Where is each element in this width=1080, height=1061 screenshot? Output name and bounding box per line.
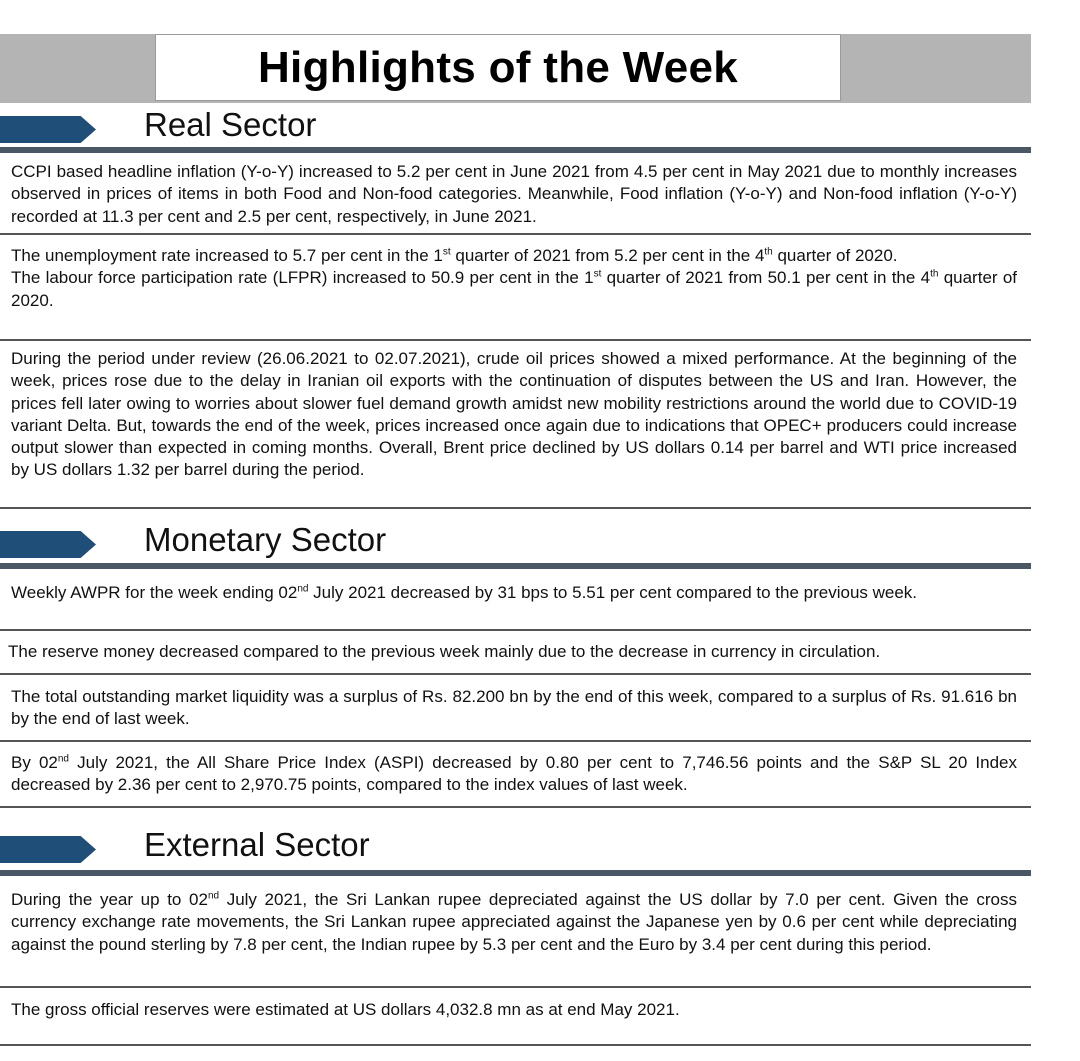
section-arrow-icon	[0, 531, 96, 558]
paragraph-rule	[0, 1044, 1031, 1046]
monetary-reserve-paragraph: The reserve money decreased compared to the previous week mainly due to the decrease in currency in circulation.	[8, 642, 881, 661]
paragraph-rule	[0, 673, 1031, 675]
paragraph-rule	[0, 986, 1031, 988]
section-divider	[0, 870, 1031, 876]
external-sector-title: External Sector	[144, 826, 370, 863]
external-reserves-paragraph: The gross official reserves were estimated at US dollars 4,032.8 mn as at end May 2021.	[11, 1000, 680, 1019]
monetary-awpr-paragraph: Weekly AWPR for the week ending 02nd July 2021 decreased by 31 bps to 5.51 per cent compared to the previous week.	[11, 583, 918, 602]
paragraph-rule	[0, 629, 1031, 631]
paragraph-rule	[0, 233, 1031, 235]
real-sector-title: Real Sector	[144, 106, 317, 143]
paragraph-rule	[0, 806, 1031, 808]
paragraph-rule	[0, 339, 1031, 341]
monetary-liquidity-paragraph: The total outstanding market liquidity was a surplus of Rs. 82.200 bn by the end of this week, compared to a surplus of Rs. 91.616 bn by the end of last week.	[11, 687, 1017, 729]
section-divider	[0, 147, 1031, 153]
external-rupee-paragraph: During the year up to 02nd July 2021, the Sri Lankan rupee depreciated against the US dollar by 7.0 per cent. Given the cross currency exchange rate movements, the Sri Lankan rupee appreciated against the Japanese yen by 0.6 per cent while depreciating against the pound sterling by 7.8 per cent, the Indian rupee by 5.3 per cent and the Euro by 3.4 per cent during this period.	[11, 890, 1017, 954]
real-inflation-paragraph: CCPI based headline inflation (Y-o-Y) increased to 5.2 per cent in June 2021 from 4.5 per cent in May 2021 due to monthly increases observed in prices of items in both Food and Non-food categories. Meanwhile, Food inflation (Y-o-Y) and Non-food inflation (Y-o-Y) recorded at 11.3 per cent and 2.5 per cent, respectively, in June 2021.	[11, 162, 1017, 226]
section-divider	[0, 563, 1031, 569]
page-title: Highlights of the Week	[257, 42, 739, 92]
title-box	[155, 34, 841, 101]
paragraph-rule	[0, 507, 1031, 509]
section-arrow-icon	[0, 116, 96, 143]
real-oil-paragraph: During the period under review (26.06.2021 to 02.07.2021), crude oil prices showed a mixed performance. At the beginning of the week, prices rose due to the delay in Iranian oil exports with the continuation of disputes between the US and Iran. However, the prices fell later owing to worries about slower fuel demand growth amidst new mobility restrictions around the world due to COVID-19 variant Delta. But, towards the end of the week, prices increased once again due to indications that OPEC+ producers could increase output slower than expected in coming months. Overall, Brent price declined by US dollars 0.14 per barrel and WTI price increased by US dollars 1.32 per barrel during the period.	[11, 349, 1017, 480]
real-labour-paragraph: The unemployment rate increased to 5.7 per cent in the 1st quarter of 2021 from 5.2 per cent in the 4th quarter of 2020. The labour force participation rate (LFPR) increased to 50.9 per cent in the 1st quarter of 2021 from 50.1 per cent in the 4th quarter of 2020.	[11, 246, 1018, 310]
paragraph-rule	[0, 740, 1031, 742]
monetary-sector-title: Monetary Sector	[144, 521, 387, 558]
monetary-aspi-paragraph: By 02nd July 2021, the All Share Price Index (ASPI) decreased by 0.80 per cent to 7,746.56 points and the S&P SL 20 Index decreased by 2.36 per cent to 2,970.75 points, compared to the index values of last week.	[11, 753, 1017, 795]
section-arrow-icon	[0, 836, 96, 863]
